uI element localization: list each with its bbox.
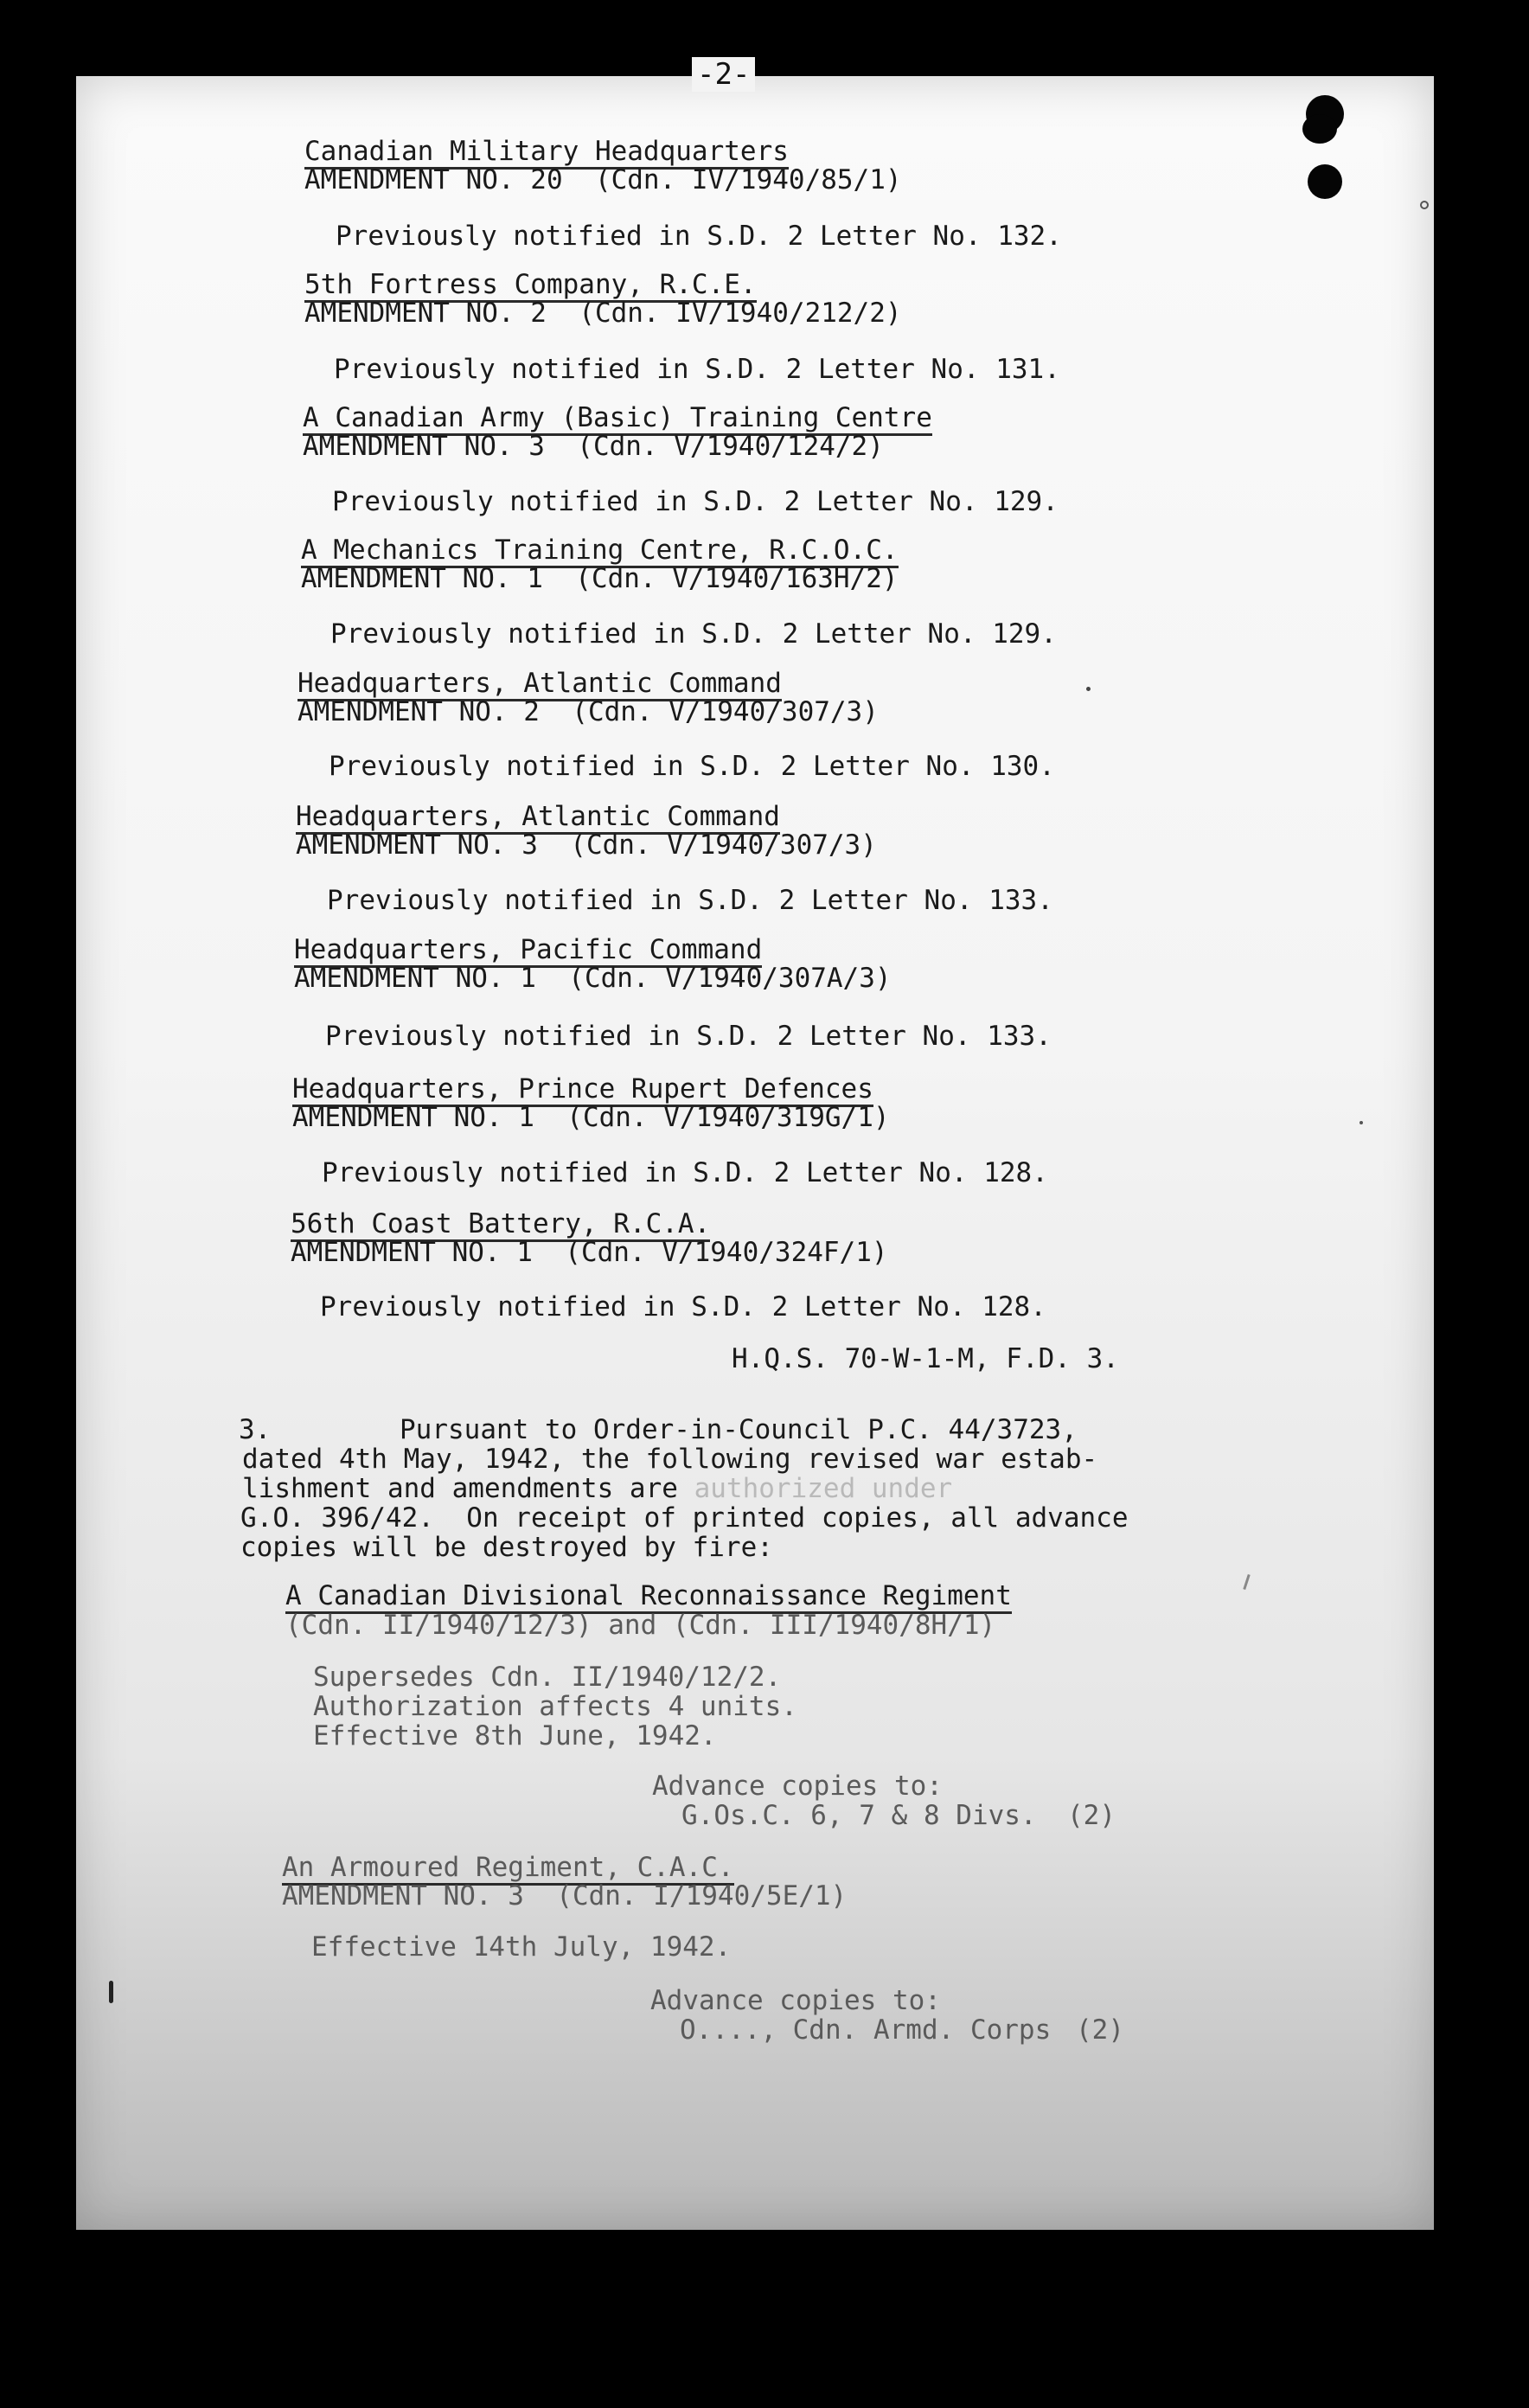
amendment-reference: AMENDMENT NO. 2 (Cdn. V/1940/307/3) bbox=[297, 696, 879, 727]
scan-speck bbox=[1086, 687, 1091, 691]
scan-speck bbox=[1420, 201, 1429, 209]
amendment-reference: AMENDMENT NO. 1 (Cdn. V/1940/307A/3) bbox=[294, 963, 892, 994]
amendment-reference: AMENDMENT NO. 2 (Cdn. IV/1940/212/2) bbox=[304, 298, 902, 329]
amendment-reference: AMENDMENT NO. 20 (Cdn. IV/1940/85/1) bbox=[304, 164, 902, 195]
amendment-reference: AMENDMENT NO. 1 (Cdn. V/1940/163H/2) bbox=[301, 563, 899, 594]
advance-copies-count: (2) bbox=[1067, 1800, 1116, 1831]
amendment-reference: AMENDMENT NO. 3 (Cdn. V/1940/124/2) bbox=[303, 431, 884, 462]
advance-copies-recipient: G.Os.C. 6, 7 & 8 Divs. bbox=[681, 1800, 1037, 1831]
scan-speck bbox=[1359, 1121, 1363, 1124]
amendment-unit-title: Canadian Military Headquarters bbox=[304, 137, 789, 170]
amendment-note: Previously notified in S.D. 2 Letter No. 129. bbox=[332, 486, 1059, 517]
establishment-detail: Authorization affects 4 units. bbox=[313, 1691, 797, 1722]
amendment-unit-title: Headquarters, Prince Rupert Defences bbox=[292, 1074, 873, 1107]
advance-copies-label: Advance copies to: bbox=[650, 1985, 941, 2016]
establishment-title: A Canadian Divisional Reconnaissance Regiment bbox=[285, 1581, 1012, 1614]
advance-copies-count: (2) bbox=[1076, 2014, 1124, 2046]
establishment-detail: Effective 8th June, 1942. bbox=[313, 1720, 717, 1752]
establishment-refs: (Cdn. II/1940/12/3) and (Cdn. III/1940/8H/1) bbox=[285, 1610, 996, 1641]
paragraph-line: copies will be destroyed by fire: bbox=[240, 1532, 773, 1563]
advance-copies-recipient: O...., Cdn. Armd. Corps bbox=[680, 2014, 1052, 2046]
paragraph-line bbox=[242, 1474, 952, 1503]
amendment-unit-title: 56th Coast Battery, R.C.A. bbox=[291, 1209, 710, 1242]
amendment-unit-title: 5th Fortress Company, R.C.E. bbox=[304, 270, 757, 303]
amendment-unit-title: Headquarters, Atlantic Command bbox=[297, 669, 782, 701]
amendment-reference: AMENDMENT NO. 3 (Cdn. V/1940/307/3) bbox=[296, 829, 877, 861]
scan-mark bbox=[109, 1981, 113, 2003]
amendment-unit-title: A Mechanics Training Centre, R.C.O.C. bbox=[301, 535, 899, 568]
punch-hole-lower bbox=[1308, 164, 1342, 199]
punch-hole-upper bbox=[1302, 114, 1337, 144]
amendment-note: Previously notified in S.D. 2 Letter No. 133. bbox=[327, 885, 1053, 916]
paragraph-text: lishment and amendments are bbox=[242, 1473, 694, 1504]
amendment-note: Previously notified in S.D. 2 Letter No. 128. bbox=[322, 1157, 1048, 1188]
amendment-note: Previously notified in S.D. 2 Letter No. 128. bbox=[320, 1291, 1046, 1322]
advance-copies-label: Advance copies to: bbox=[652, 1771, 943, 1802]
amendment-unit-title: A Canadian Army (Basic) Training Centre bbox=[303, 403, 932, 436]
amendment-reference: AMENDMENT NO. 1 (Cdn. V/1940/319G/1) bbox=[292, 1102, 890, 1133]
amendment-unit-title: Headquarters, Pacific Command bbox=[294, 935, 762, 968]
amendment-note: Previously notified in S.D. 2 Letter No. 130. bbox=[329, 751, 1055, 782]
establishment-title: An Armoured Regiment, C.A.C. bbox=[282, 1853, 734, 1886]
amendment-note: Previously notified in S.D. 2 Letter No. 132. bbox=[336, 221, 1062, 252]
file-reference: H.Q.S. 70-W-1-M, F.D. 3. bbox=[732, 1343, 1119, 1374]
amendment-reference: AMENDMENT NO. 1 (Cdn. V/1940/324F/1) bbox=[291, 1237, 888, 1268]
paragraph-number: 3. bbox=[239, 1414, 272, 1445]
paragraph-line: dated 4th May, 1942, the following revised war estab- bbox=[242, 1444, 1098, 1475]
faded-text: authorized under bbox=[694, 1473, 953, 1504]
amendment-note: Previously notified in S.D. 2 Letter No. 131. bbox=[334, 354, 1060, 385]
paragraph-line: Pursuant to Order-in-Council P.C. 44/3723, bbox=[400, 1414, 1078, 1445]
amendment-reference: AMENDMENT NO. 3 (Cdn. I/1940/5E/1) bbox=[282, 1880, 848, 1912]
paragraph-line: G.O. 396/42. On receipt of printed copies, all advance bbox=[240, 1502, 1129, 1534]
establishment-detail: Supersedes Cdn. II/1940/12/2. bbox=[313, 1662, 782, 1693]
amendment-note: Previously notified in S.D. 2 Letter No. 129. bbox=[330, 618, 1057, 650]
amendment-note: Previously notified in S.D. 2 Letter No. 133. bbox=[325, 1021, 1052, 1052]
amendment-unit-title: Headquarters, Atlantic Command bbox=[296, 802, 780, 835]
establishment-detail: Effective 14th July, 1942. bbox=[311, 1931, 732, 1963]
page-number: -2- bbox=[692, 57, 755, 92]
